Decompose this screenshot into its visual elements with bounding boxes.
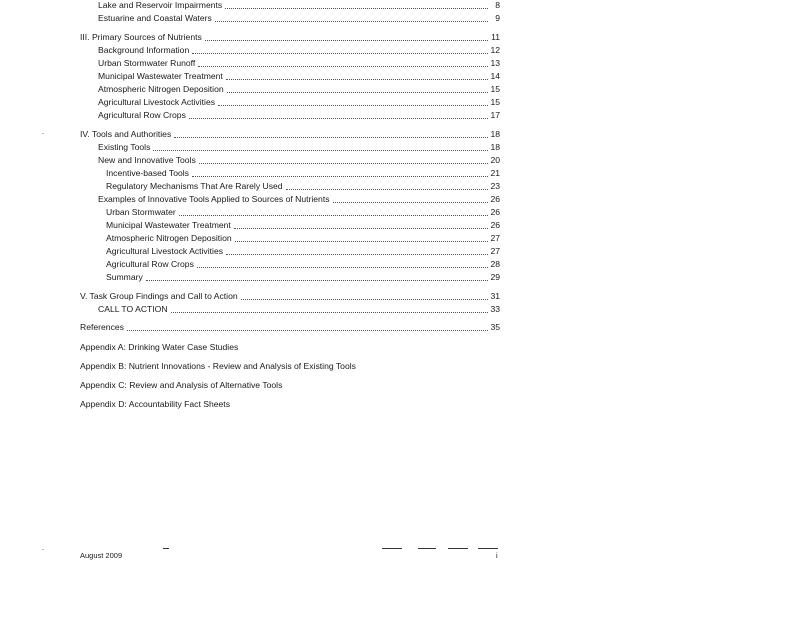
toc-leader-dots: [286, 182, 488, 190]
toc-entry[interactable]: [98, 84, 500, 95]
toc-entry-label: Agricultural Row Crops: [98, 110, 186, 120]
toc-entry-page: 31: [490, 291, 500, 301]
toc-entry[interactable]: [98, 45, 500, 56]
toc-leader-dots: [226, 247, 488, 255]
toc-leader-dots: [192, 46, 488, 54]
margin-mark: .: [42, 127, 45, 136]
toc-entry[interactable]: [98, 13, 500, 24]
toc-entry[interactable]: [98, 304, 500, 315]
toc-entry-label: Municipal Wastewater Treatment: [106, 220, 231, 230]
toc-entry-page: 20: [490, 155, 500, 165]
toc-entry-label: IV. Tools and Authorities: [80, 129, 172, 139]
appendix-c-link[interactable]: Appendix C: Review and Analysis of Alternative Tools: [80, 380, 283, 390]
toc-entry-label: Urban Stormwater: [106, 207, 176, 217]
toc-entry-page: 15: [490, 84, 500, 94]
toc-entry[interactable]: [98, 71, 500, 82]
toc-entry-label: Estuarine and Coastal Waters: [98, 13, 212, 23]
toc-leader-dots: [218, 98, 488, 106]
toc-leader-dots: [199, 156, 488, 164]
toc-entry-page: 27: [490, 233, 500, 243]
toc-entry-page: 35: [490, 322, 500, 332]
toc-entry[interactable]: [106, 168, 500, 179]
toc-entry-page: 23: [490, 181, 500, 191]
toc-entry-page: 15: [490, 97, 500, 107]
toc-entry[interactable]: [98, 0, 500, 11]
appendix-b-link[interactable]: Appendix B: Nutrient Innovations - Review and Analysis of Existing Tools: [80, 361, 356, 371]
toc-entry[interactable]: [106, 259, 500, 270]
toc-entry-page: 21: [490, 168, 500, 178]
footer-rule: [448, 548, 468, 549]
toc-leader-dots: [189, 111, 488, 119]
toc-entry-label: Urban Stormwater Runoff: [98, 58, 196, 68]
footer-page-number: i: [496, 551, 498, 560]
toc-leader-dots: [215, 14, 488, 22]
toc-entry[interactable]: [106, 233, 500, 244]
toc-entry[interactable]: [106, 246, 500, 257]
toc-entry-page: 17: [490, 110, 500, 120]
toc-entry-page: 26: [490, 207, 500, 217]
toc-entry-label: Background Information: [98, 45, 190, 55]
toc-entry[interactable]: [98, 58, 500, 69]
toc-entry-page: 27: [490, 246, 500, 256]
toc-leader-dots: [192, 169, 488, 177]
footer-rule: [163, 548, 169, 549]
toc-entry-label: Existing Tools: [98, 142, 151, 152]
toc-leader-dots: [179, 208, 488, 216]
toc-leader-dots: [171, 305, 488, 313]
toc-entry-page: 26: [490, 194, 500, 204]
toc-entry-label: Examples of Innovative Tools Applied to Sources of Nutrients: [98, 194, 330, 204]
toc-section-heading[interactable]: [80, 291, 500, 302]
toc-entry-page: 14: [490, 71, 500, 81]
toc-entry-label: Lake and Reservoir Impairments: [98, 0, 223, 10]
toc-entry-label: Summary: [106, 272, 143, 282]
toc-entry-label: III. Primary Sources of Nutrients: [80, 32, 202, 42]
toc-leader-dots: [197, 260, 488, 268]
toc-leader-dots: [146, 273, 488, 281]
toc-entry[interactable]: [106, 181, 500, 192]
footer-date: August 2009: [80, 551, 123, 560]
toc-entry[interactable]: [106, 272, 500, 283]
toc-leader-dots: [227, 85, 488, 93]
footer-rule: [382, 548, 402, 549]
toc-entry[interactable]: [98, 142, 500, 153]
toc-entry-page: 18: [490, 142, 500, 152]
toc-entry-page: 11: [491, 32, 500, 42]
toc-entry-label: Atmospheric Nitrogen Deposition: [106, 233, 232, 243]
toc-entry-page: 18: [490, 129, 500, 139]
toc-entry-page: 28: [490, 259, 500, 269]
toc-section-heading[interactable]: [80, 32, 500, 43]
toc-leader-dots: [198, 59, 488, 67]
toc-entry-label: CALL TO ACTION: [98, 304, 168, 314]
toc-leader-dots: [174, 130, 488, 138]
toc-entry-label: Regulatory Mechanisms That Are Rarely Used: [106, 181, 283, 191]
appendix-d-link[interactable]: Appendix D: Accountability Fact Sheets: [80, 399, 230, 409]
toc-entry-page: 8: [495, 0, 500, 10]
toc-leader-dots: [205, 33, 488, 41]
toc-entry-page: 33: [490, 304, 500, 314]
toc-leader-dots: [235, 234, 488, 242]
toc-leader-dots: [333, 195, 488, 203]
toc-entry-page: 12: [490, 45, 500, 55]
footer-rule: [418, 548, 436, 549]
toc-entry[interactable]: [106, 220, 500, 231]
toc-entry-label: Agricultural Livestock Activities: [106, 246, 224, 256]
toc-leader-dots: [127, 323, 488, 331]
toc-entry[interactable]: [98, 97, 500, 108]
toc-leader-dots: [241, 292, 488, 300]
toc-entry[interactable]: [98, 194, 500, 205]
toc-entry[interactable]: [98, 110, 500, 121]
toc-leader-dots: [234, 221, 488, 229]
toc-entry[interactable]: [98, 155, 500, 166]
toc-entry-label: Atmospheric Nitrogen Deposition: [98, 84, 224, 94]
toc-leader-dots: [226, 72, 488, 80]
toc-entry-page: 26: [490, 220, 500, 230]
toc-section-heading[interactable]: [80, 322, 500, 333]
toc-entry[interactable]: [106, 207, 500, 218]
toc-entry-label: References: [80, 322, 124, 332]
toc-entry-label: Agricultural Row Crops: [106, 259, 194, 269]
footer-rule: [478, 548, 498, 549]
toc-entry-page: 9: [495, 13, 500, 23]
toc-leader-dots: [153, 143, 488, 151]
toc-entry-label: Municipal Wastewater Treatment: [98, 71, 223, 81]
toc-entry-label: New and Innovative Tools: [98, 155, 196, 165]
margin-mark: .: [42, 543, 45, 552]
toc-section-heading[interactable]: [80, 129, 500, 140]
appendix-a-link[interactable]: Appendix A: Drinking Water Case Studies: [80, 342, 239, 352]
toc-entry-page: 29: [490, 272, 500, 282]
toc-entry-label: Incentive-based Tools: [106, 168, 189, 178]
toc-entry-label: Agricultural Livestock Activities: [98, 97, 216, 107]
toc-leader-dots: [225, 1, 488, 9]
toc-entry-label: V. Task Group Findings and Call to Action: [80, 291, 238, 301]
toc-entry-page: 13: [490, 58, 500, 68]
